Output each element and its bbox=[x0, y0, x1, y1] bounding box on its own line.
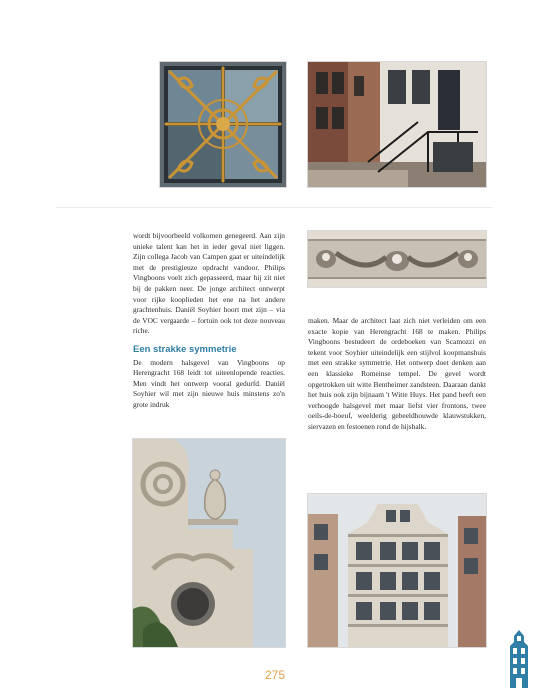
photo-festoon-relief bbox=[308, 231, 486, 287]
body-paragraph: maken. Maar de architect laat zich niet verleiden om een exacte kopie van Herengracht 168 te maken. Philips Vingboons bestudeert de ordeboeken van Scamozzi en tekent voor Soyhier uiteindelijk een stijlvol koopmanshuis met een strakke symmetrie. Het ontwerp doet denken aan een klassieke Romeinse tempel. De gevel wordt opgetrokken uit witte Bentheimer zandsteen. Daaraan dankt het huis ook zijn bijnaam 't Witte Huys. Het pand heeft een verhoogde halsgevel met maar liefst vier frontons, twee oeils-de-boeuf, weelderig gebeeldhouwde klauwstukken, siervazen en festoenen rond de hijsbalk. bbox=[308, 316, 486, 431]
photo-canal-houses bbox=[308, 62, 486, 187]
festoon-illustration bbox=[308, 231, 486, 287]
page-number: 275 bbox=[264, 668, 286, 682]
grille-illustration bbox=[160, 62, 286, 187]
canal-houses-illustration bbox=[308, 62, 486, 187]
photo-witte-huys-facade bbox=[308, 494, 486, 647]
canal-house-icon bbox=[506, 630, 532, 688]
body-paragraph: wordt bijvoorbeeld volkomen genegeerd. Aan zijn unieke talent kan het in ieder geval niet liggen. Zijn collega Jacob van Campen gaat er uiteindelijk met de prestigieuze opdracht vandoor. Philips Vingboons voelt zich gepasseerd, maar hij zit niet bij de pakken neer. De jonge architect ontwerpt voor rijke kooplieden het ene na het andere grachtenhuis. Daniël Soyhier hoort met zijn – via de VOC vergaarde – fortuin ook tot deze nouveau riche. bbox=[133, 231, 285, 336]
body-paragraph: De modern halsgevel van Vingboons op Herengracht 168 leidt tot uiteenlopende reacties. Men vindt het ontwerp vooral gedurfd. Daniël Soyhier wil met zijn nieuwe huis minstens zo'n grote indruk bbox=[133, 357, 285, 409]
text-column-left bbox=[133, 231, 285, 411]
photo-gable-vase bbox=[133, 439, 285, 647]
gable-illustration bbox=[133, 439, 285, 647]
text-column-right bbox=[308, 316, 486, 433]
facade-illustration bbox=[308, 494, 486, 647]
section-divider bbox=[56, 207, 492, 208]
section-heading: Een strakke symmetrie bbox=[133, 343, 237, 355]
photo-ornamental-grille bbox=[160, 62, 286, 187]
